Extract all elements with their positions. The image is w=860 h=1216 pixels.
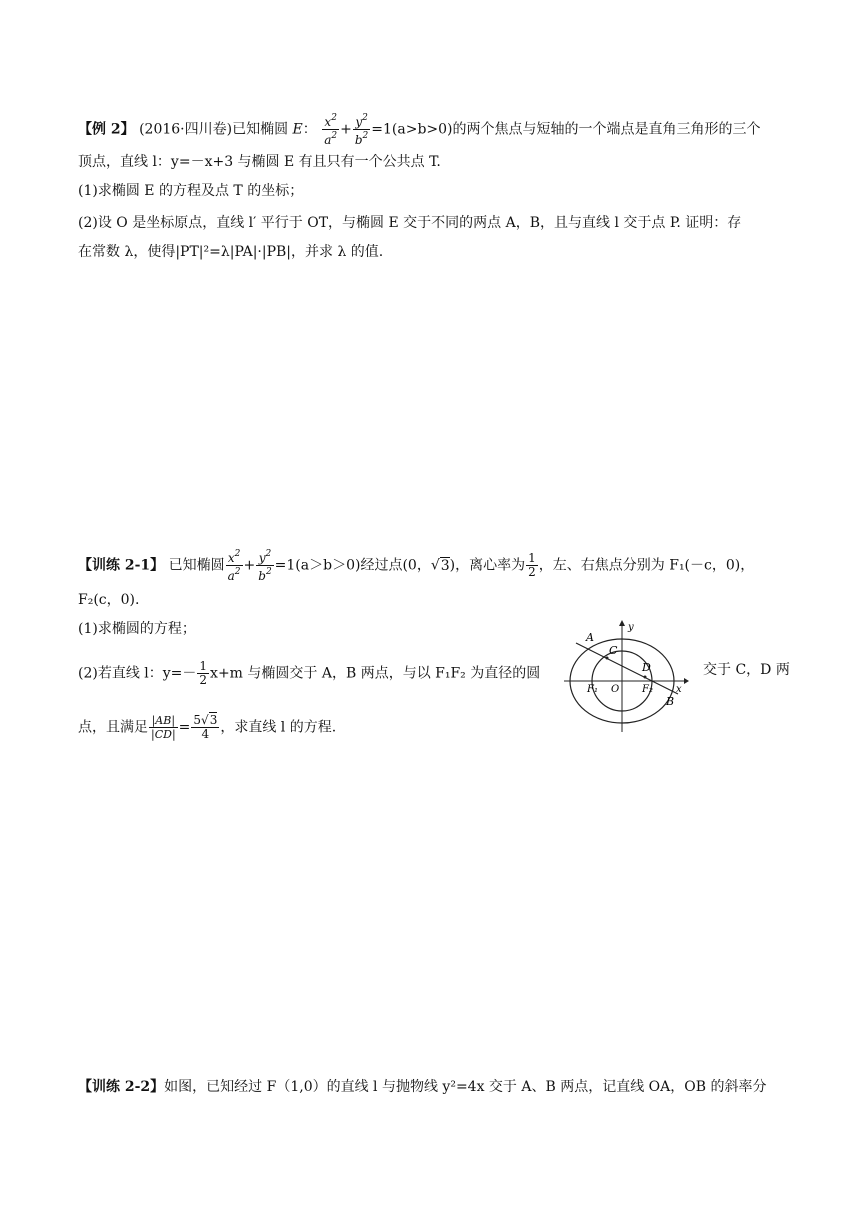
training-2-1-eq-tail: =1(a＞b＞0)经过点(0， <box>274 557 431 574</box>
label-d: D <box>642 661 651 674</box>
exp: 2 <box>234 567 241 577</box>
ratio-num: |AB| <box>151 714 176 727</box>
sqrt-3: 3 <box>440 557 450 574</box>
q3-tail: ，求直线 l 的方程. <box>220 719 337 736</box>
frac-a: a <box>227 569 235 583</box>
frac-b: b <box>354 133 363 147</box>
fraction-x2-a2 <box>226 548 243 583</box>
label-f2: F₂ <box>642 684 653 695</box>
training-2-1-q1: (1)求椭圆的方程； <box>78 621 196 637</box>
fraction-value: $\frac{5√3}{4}$ <box>193 713 218 741</box>
example-2-q2a: (2)设 O 是坐标原点，直线 l′ 平行于 OT，与椭圆 E 交于不同的两点 A，B，且与直线 l 交于点 P. 证明：存 <box>78 215 742 231</box>
plus: + <box>243 557 256 574</box>
ratio-den: |CD| <box>151 728 176 741</box>
fraction-x2-a2 <box>322 112 339 147</box>
training-2-1-line-2: F₂(c，0). <box>78 592 140 608</box>
plus: + <box>340 121 352 138</box>
fraction-y2-b2 <box>256 548 273 583</box>
label-c: C <box>609 644 618 657</box>
frac-a: a <box>324 133 332 147</box>
example-2-line-1 <box>78 112 761 147</box>
example-2-eq-tail: =1(a>b>0) <box>371 121 453 138</box>
k-num: 1 <box>199 659 208 673</box>
label-b: B <box>666 695 675 708</box>
frac-y: y <box>355 115 363 129</box>
ellipse-circle-figure <box>556 617 692 737</box>
label-f1: F₁ <box>587 684 598 695</box>
fraction-eccentricity <box>526 552 538 579</box>
e-den: 2 <box>528 565 536 579</box>
example-2-lead: 已知椭圆 <box>232 121 293 138</box>
foci-text: ，左、右焦点分别为 F₁(－c，0)， <box>538 557 755 574</box>
fraction-y2-b2 <box>353 112 370 147</box>
frac-x: x <box>227 551 235 565</box>
training-2-2-line <box>78 1077 767 1097</box>
exp: 2 <box>265 567 272 577</box>
fraction-ab-cd <box>149 714 178 741</box>
example-2-q1: (1)求椭圆 E 的方程及点 T 的坐标； <box>78 183 304 199</box>
y-axis-arrow-icon <box>619 620 625 626</box>
exp: 2 <box>362 131 369 141</box>
example-2-source: (2016·四川卷) <box>139 121 233 138</box>
training-2-1-q3 <box>78 714 336 741</box>
point-d <box>644 676 647 679</box>
k-den: 2 <box>199 673 208 687</box>
exp: 2 <box>362 113 368 123</box>
training-2-1-lead: 已知椭圆 <box>164 557 225 574</box>
training-2-2-text: 如图，已知经过 F（1,0）的直线 l 与抛物线 y²=4x 交于 A、B 两点，记直线 OA，OB 的斜率分 <box>164 1079 767 1095</box>
q2-mid: x+m 与椭圆交于 A，B 两点，与以 F₁F₂ 为直径的圆 <box>210 665 541 682</box>
value-den: 4 <box>191 727 219 741</box>
e-num: 1 <box>528 551 536 565</box>
colon: ： <box>302 121 317 138</box>
q3-pre: 点，且满足 <box>78 719 148 736</box>
example-2-line1-tail: 的两个焦点与短轴的一个端点是直角三角形的三个 <box>452 121 761 138</box>
training-2-1-q2-right: 交于 C，D 两 <box>703 662 790 678</box>
label-a: A <box>586 631 594 644</box>
training-2-2-tag: 【训练 2-2】 <box>78 1079 165 1095</box>
training-2-1-tag: 【训练 2-1】 <box>78 557 165 574</box>
example-2-line-2: 顶点，直线 l：y=－x+3 与椭圆 E 有且只有一个公共点 T. <box>78 154 441 170</box>
exp: 2 <box>331 131 338 141</box>
value-rad: 3 <box>209 713 218 727</box>
equals: = <box>178 719 191 736</box>
label-y: y <box>628 622 634 633</box>
label-o: O <box>611 684 620 695</box>
training-2-1-q2 <box>78 660 540 687</box>
exp: 2 <box>234 549 241 559</box>
x-axis-arrow-icon <box>684 678 689 684</box>
frac-x: x <box>324 115 332 129</box>
exp: 2 <box>331 113 337 123</box>
fraction-slope <box>197 660 209 687</box>
label-x: x <box>676 684 682 695</box>
exp: 2 <box>265 549 272 559</box>
ellipse-name: E <box>292 121 303 138</box>
training-2-1-line-1: 【训练 2-1】 已知椭圆 $\frac{x^2}{a^2}$ + $\frac{y^2}{b^2}$ =1(a＞b＞0)经过点(0，√3)，离心率为 $\frac{1}{2}$ ，左、右焦点分别为 F₁(－c，0)， <box>78 549 755 583</box>
value-five: 5 <box>193 713 202 727</box>
q2-pre: (2)若直线 l：y=－ <box>78 665 197 682</box>
frac-y: y <box>258 551 266 565</box>
example-2-tag: 【例 2】 <box>78 121 135 138</box>
frac-b: b <box>258 569 266 583</box>
example-2-q2b: 在常数 λ，使得|PT|²=λ|PA|·|PB|，并求 λ 的值. <box>78 244 384 260</box>
after-point: )，离心率为 <box>449 557 526 574</box>
